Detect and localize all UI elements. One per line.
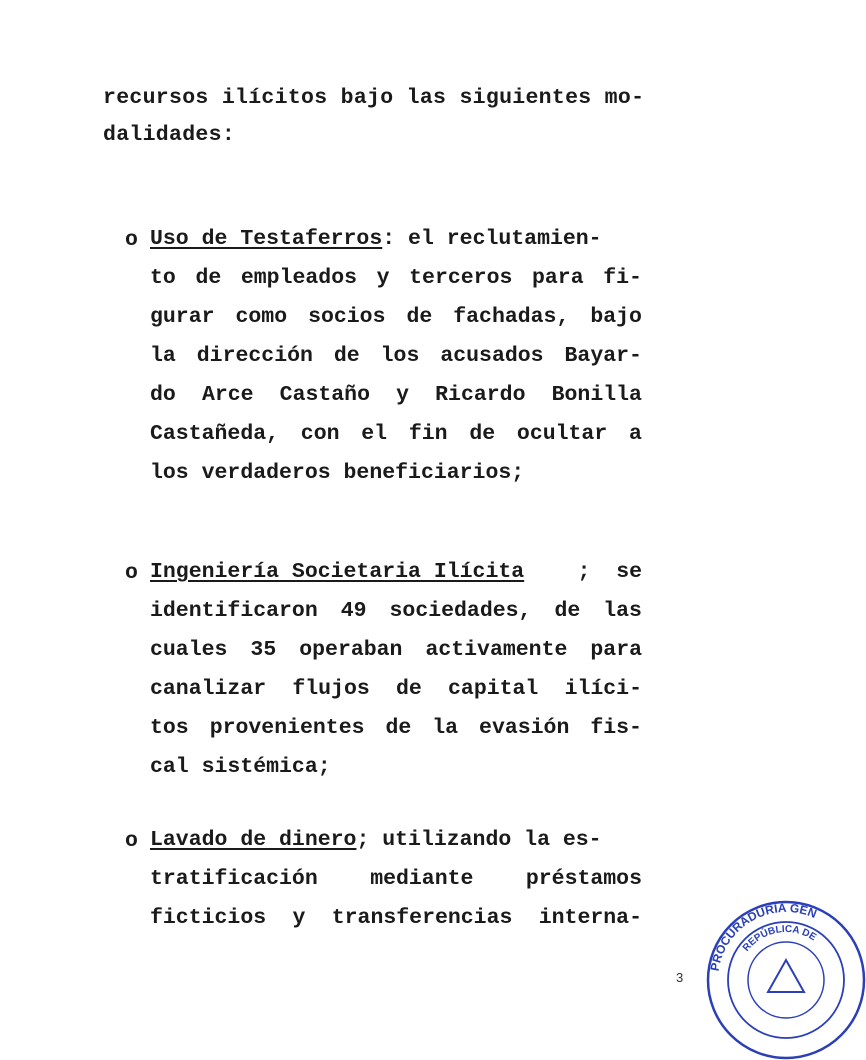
item-row: Castañeda, con el fin de ocultar a [150,422,642,446]
list-item-ingenieria-societaria [150,553,642,787]
list-item-testaferros [150,220,642,493]
list-bullet: o [125,228,138,252]
item-row: do Arce Castaño y Ricardo Bonilla [150,383,642,407]
item-title: Ingeniería Societaria Ilícita [150,560,525,584]
page-number: 3 [676,970,684,985]
intro-line-2: dalidades: [103,123,236,147]
item-row: ficticios y transferencias interna- [150,906,642,930]
item-text: ; utilizando la es- [356,828,602,852]
item-text: : el reclutamien- [382,227,602,251]
item-row: la dirección de los acusados Bayar- [150,344,642,368]
item-row: gurar como socios de fachadas, bajo [150,305,642,329]
item-row: to de empleados y terceros para fi- [150,266,642,290]
seal-outer-text: PROCURADURÍA GEN [707,900,819,973]
list-bullet: o [125,829,138,853]
intro-line-1: recursos ilícitos bajo las siguientes mo- [103,86,645,110]
item-row: tratificación mediante préstamos [150,867,642,891]
item-row: cal sistémica; [150,755,331,779]
seal-inner-text: REPÚBLICA DE [740,923,818,954]
item-title: Lavado de dinero [150,828,357,852]
item-row: los verdaderos beneficiarios; [150,461,525,485]
official-seal-icon [706,900,866,1060]
item-title: Uso de Testaferros [150,227,383,251]
item-row: cuales 35 operaban activamente para [150,638,642,662]
list-bullet: o [125,561,138,585]
list-item-lavado-de-dinero [150,821,642,938]
item-row: tos provenientes de la evasión fis- [150,716,642,740]
svg-text:REPÚBLICA DE [741,924,818,954]
item-text: ; se [577,560,642,584]
item-row: identificaron 49 sociedades, de las [150,599,642,623]
item-row: canalizar flujos de capital ilíci- [150,677,642,701]
